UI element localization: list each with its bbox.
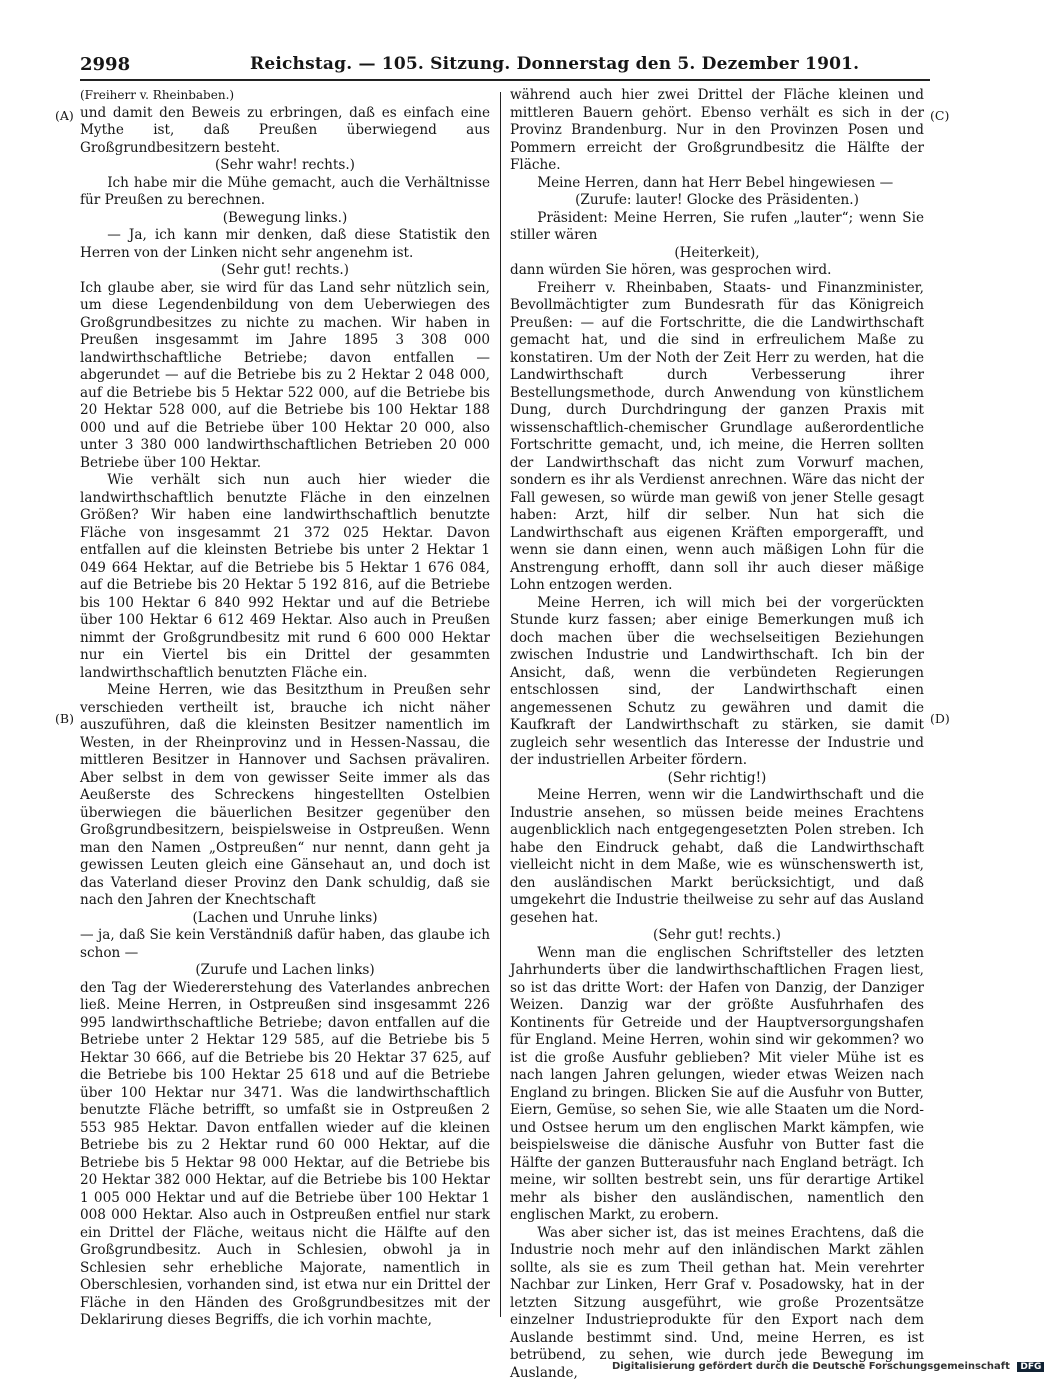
footer-credit <box>612 1361 1044 1372</box>
interjection: (Sehr gut! rechts.) <box>221 262 349 278</box>
left-column <box>80 87 490 1330</box>
paragraph: Ich glaube aber, sie wird für das Land sehr nützlich sein, um diese Legendenbildung von dem Ueberwiegen des Großgrundbesitzes zu nichte zu machen. Wir haben in Preußen insgesammt im Jahre 1895 3 308 000 landwirthschaftliche Betriebe; davon entfallen — abgerundet — auf die Betriebe bis zu 2 Hektar 2 048 000, auf die Betriebe bis 5 Hektar 522 000, auf die Betriebe bis 20 Hektar 528 000, auf die Betriebe bis 100 Hektar 188 000 und auf die Betriebe über 100 Hektar 20 000, also unter 3 380 000 landwirthschaftlichen Betrieben 20 000 Betriebe über 100 Hektar. <box>80 279 490 471</box>
interjection: (Zurufe und Lachen links) <box>195 962 375 978</box>
right-column <box>510 87 924 1382</box>
margin-marker-b: (B) <box>55 711 74 726</box>
paragraph: Freiherr v. Rheinbaben, Staats- und Finanzminister, Bevollmächtigter zum Bundesrath für das Königreich Preußen: — auf die Fortschritte, die die Landwirthschaft gemacht hat, und die sind in erfreulichem Maße zu konstatiren. Um der Noth der Zeit Herr zu werden, hat die Landwirthschaft durch Verbesserung ihrer Bestellungsmethode, durch Anwendung von künstlichem Dung, durch Durchdringung der ganzen Praxis mit wissenschaftlich-chemischer Grundlage außerordentliche Fortschritte gemacht, und, ich meine, die Herren sollten der Landwirthschaft das nicht zum Vorwurf machen, sondern es ihr als Verdienst anrechnen. Wäre das nicht der Fall gewesen, so würde man gewiß von jener Stelle gesagt haben: Arzt, hilf dir selber. Nun hat sich die Landwirthschaft aus eigenen Kräften emporgerafft, und wenn sie dann einen, wenn auch mäßigen Lohn für die Anstrengung erhofft, dann soll ihr auch dieser mäßige Lohn entzogen werden. <box>510 279 924 593</box>
interjection: (Sehr richtig!) <box>667 769 767 786</box>
interjection: (Heiterkeit), <box>674 244 760 261</box>
paragraph: — Ja, ich kann mir denken, daß diese Statistik den Herren von der Linken nicht sehr angenehm ist. <box>80 227 490 261</box>
header-rule <box>80 79 930 81</box>
paragraph: Ich habe mir die Mühe gemacht, auch die Verhältnisse für Preußen zu berechnen. <box>80 174 490 208</box>
paragraph: dann würden Sie hören, was gesprochen wird. <box>510 262 832 278</box>
paragraph: Meine Herren, ich will mich bei der vorgerückten Stunde kurz fassen; aber einige Bemerkungen muß ich doch machen über die wechselseitigen Beziehungen zwischen Industrie und Landwirthschaft. Ich bin der Ansicht, daß, wenn die verbündeten Regierungen entschlossen sind, der Landwirthschaft einen angemessenen Schutz zu gewähren und damit die Kaufkraft der Landwirthschaft zu stärken, sie damit zugleich sehr wesentlich das Interesse der Industrie und der industriellen Arbeiter fördern. <box>510 594 924 768</box>
paragraph: Wenn man die englischen Schriftsteller des letzten Jahrhunderts über die landwirthschaftlichen Fragen liest, so ist das dritte Wort: der Hafen von Danzig, der Danziger Weizen. Danzig war der größte Ausfuhrhafen des Kontinents für Getreide und der Hauptversorgungshafen für England. Meine Herren, wohin sind wir gekommen? wo ist die große Ausfuhr geblieben? Mit vieler Mühe ist es nach langen Jahren gelungen, wieder etwas Weizen nach England zu bringen. Blicken Sie auf die Ausfuhr von Butter, Eiern, Gemüse, so sehen Sie, wie alle Staaten um die Nord- und Ostsee herum um den englischen Markt kämpfen, wie beispielsweise die dänische Ausfuhr von Butter fast die Hälfte der ganzen Butterausfuhr nach England beträgt. Ich meine, wir sollten bestrebt sein, uns für derartige Artikel mehr als bisher den ausländischen, namentlich den englischen Markt, zu erobern. <box>510 944 924 1223</box>
paragraph: Meine Herren, wie das Besitzthum in Preußen sehr verschieden vertheilt ist, brauche ich nicht näher auszuführen, daß die kleinsten Besitzer namentlich im Westen, in der Rheinprovinz und in Hessen-Nassau, die mittleren Besitzer in Hannover und Sachsen prävaliren. Aber selbst in dem von gewisser Seite immer als das Aeußerste des Schreckens hingestellten Ostelbien überwiegen die bäuerlichen Besitzer gegenüber den Großgrundbesitzern, beispielsweise in Ostpreußen. Wenn man den Namen „Ostpreußen“ nur nennt, dann geht ja gewissen Leuten gleich eine Gänsehaut an, und doch ist das Vaterland dieser Provinz den Dank schuldig, daß sie nach den Jahren der Knechtschaft <box>80 682 490 908</box>
margin-marker-c: (C) <box>930 108 950 123</box>
paragraph: Meine Herren, wenn wir die Landwirthschaft und die Industrie ansehen, so müssen beide meines Erachtens augenblicklich nach entgegengesetzten Polen streben. Ich habe den Eindruck gehabt, daß die Landwirthschaft vielleicht nicht in dem Maße, wie es wünschenswerth ist, den ausländischen Markt berücksichtigt, und daß umgekehrt die Industrie theilweise zu sehr auf das Ausland gesehen hat. <box>510 787 924 926</box>
interjection: (Sehr wahr! rechts.) <box>215 157 355 173</box>
footer-text: Digitalisierung gefördert durch die Deutsche Forschungsgemeinschaft <box>612 1361 1010 1372</box>
paragraph: während auch hier zwei Drittel der Fläche kleinen und mittleren Bauern gehört. Ebenso verhält es sich in der Provinz Brandenburg. Nur in den Provinzen Posen und Pommern erreicht der Großgrundbesitz die Hälfte der Fläche. <box>510 87 924 173</box>
paragraph: und damit den Beweis zu erbringen, daß es einfach eine Mythe ist, daß Preußen überwiegend aus Großgrundbesitzern besteht. <box>80 104 490 156</box>
paragraph: Was aber sicher ist, das ist meines Erachtens, daß die Industrie noch mehr auf den inländischen Markt zählen sollte, als sie es zum Theil gethan hat. Mein verehrter Nachbar zur Linken, Herr Graf v. Posadowsky, hat in der letzten Sitzung ausgeführt, wie große Prozentsätze einzelner Industrieprodukte für den Export nach dem Auslande bestimmt sind. Und, meine Herren, es ist betrübend, zu sehen, wie durch jede Bewegung im Auslande, <box>510 1224 924 1381</box>
page-title: Reichstag. — 105. Sitzung. Donnerstag den 5. Dezember 1901. <box>250 54 860 74</box>
paragraph: den Tag der Wiedererstehung des Vaterlandes anbrechen ließ. Meine Herren, in Ostpreußen sind insgesammt 226 995 landwirthschaftliche Betriebe; davon entfallen auf die Betriebe unter 2 Hektar 129 585, auf die Betriebe bis 5 Hektar 30 666, auf die Betriebe bis 20 Hektar 37 625, auf die Betriebe bis 100 Hektar 25 618 und auf die Betriebe über 100 Hektar nur 3471. Was die landwirthschaftlich benutzte Fläche betrifft, so umfaßt sie in Ostpreußen 2 553 985 Hektar. Davon entfallen wieder auf die kleinen Betriebe bis zu 2 Hektar rund 60 000 Hektar, auf die Betriebe bis 5 Hektar 98 000 Hektar, auf die Betriebe bis 20 Hektar 382 000 Hektar, auf die Betriebe bis 100 Hektar 1 005 000 Hektar und auf die Betriebe über 100 Hektar 1 008 000 Hektar. Also auch in Ostpreußen entfiel nur stark ein Drittel der Fläche, weitaus nicht die Hälfte auf den Großgrundbesitz. Auch in Schlesien, obwohl ja in Schlesien sehr erhebliche Majorate, namentlich in Oberschlesien, vorhanden sind, ist etwa nur ein Drittel der Fläche in den Händen des Großgrundbesitzes mit der Deklarirung dieses Begriffs, die ich vorhin machte, <box>80 979 490 1328</box>
interjection: (Bewegung links.) <box>222 209 348 226</box>
interjection: (Sehr gut! rechts.) <box>653 927 781 943</box>
interjection: (Zurufe: lauter! Glocke des Präsidenten.) <box>575 192 859 208</box>
paragraph: Wie verhält sich nun auch hier wieder die landwirthschaftlich benutzte Fläche in den einzelnen Größen? Wir haben eine landwirthschaftlich benutzte Fläche von insgesammt 21 372 025 Hektar. Davon entfallen auf die kleinsten Betriebe bis unter 2 Hektar 1 049 664 Hektar, auf die Betriebe bis 5 Hektar 1 676 084, auf die Betriebe bis 20 Hektar 5 192 816, auf die Betriebe bis 100 Hektar 6 840 992 Hektar und auf die Betriebe über 100 Hektar 6 612 469 Hektar. Also auch in Preußen nimmt der Großgrundbesitz mit rund 6 600 000 Hektar nur ein Viertel bis ein Drittel der gesammten landwirthschaftlich benutzten Fläche ein. <box>80 472 490 681</box>
speaker-note: (Freiherr v. Rheinbaben.) <box>80 88 235 102</box>
paragraph: Präsident: Meine Herren, Sie rufen „lauter“; wenn Sie stiller wären <box>510 209 924 243</box>
interjection: (Lachen und Unruhe links) <box>192 909 378 926</box>
margin-marker-d: (D) <box>930 711 950 726</box>
column-divider <box>500 92 501 1317</box>
dfg-logo: DFG <box>1017 1362 1044 1372</box>
page-number: 2998 <box>80 54 131 75</box>
page-header <box>80 54 930 82</box>
paragraph: — ja, daß Sie kein Verständniß dafür haben, das glaube ich schon — <box>80 927 490 961</box>
paragraph: Meine Herren, dann hat Herr Bebel hingewiesen — <box>537 174 894 191</box>
margin-marker-a: (A) <box>55 108 74 123</box>
